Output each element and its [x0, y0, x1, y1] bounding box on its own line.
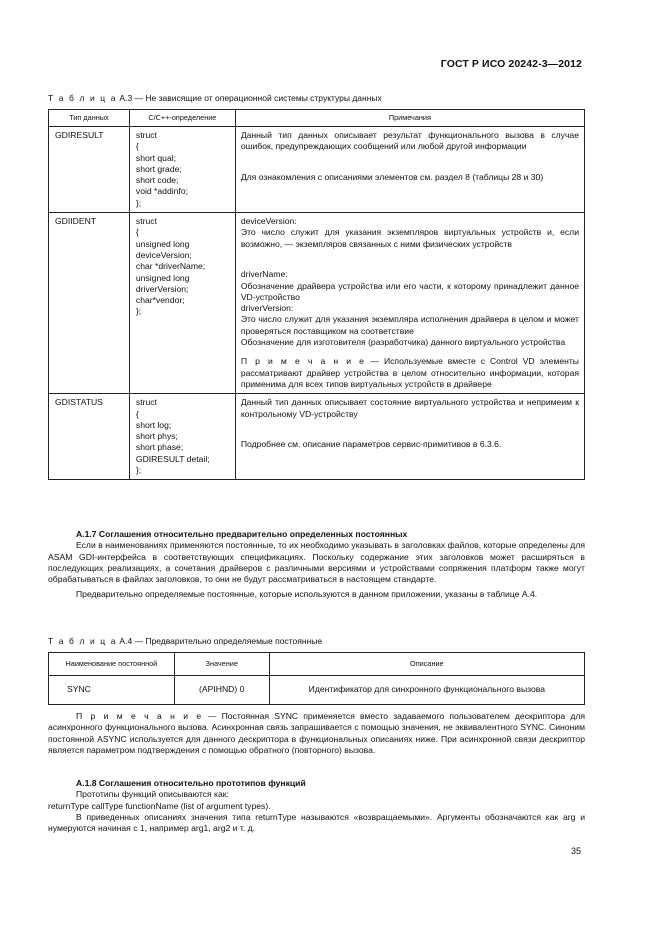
code-line: struct — [135, 130, 157, 140]
notes-paragraph: Это число служит для указания экземпляров виртуальных устройств и, если возможно, — экземпляров связанных с ними физических устройств — [240, 227, 579, 249]
section-a18 — [48, 778, 585, 834]
notes-field-name: deviceVersion: — [240, 216, 297, 227]
section-a17 — [48, 529, 585, 601]
code-line: deviceVersion; — [135, 249, 192, 260]
code-line: { — [135, 141, 139, 152]
table-a3-caption — [48, 93, 382, 103]
notes-paragraph: Это число служит для указания экземпляра исполнения драйвера в целом и может проверяться поставщиком на соответствие — [240, 314, 579, 336]
paragraph: Прототипы функций описываются как: — [76, 789, 229, 800]
table-a4-caption-text: А.4 — Предварительно определяемые постоянные — [117, 636, 323, 646]
code-line: short phase; — [135, 442, 184, 453]
paragraph: В приведенных описаниях значения типа returnType называются «возвращаемыми». Аргументы обозначаются как arg и нумеруются начиная с 1, например arg1, arg2 и т. д. — [48, 811, 585, 834]
column-header-type: Тип данных — [49, 110, 130, 127]
table-a3-caption-label: Т а б л и ц а — [48, 93, 118, 103]
type-cell: GDIIDENT — [49, 213, 130, 394]
code-line: driverVersion; — [135, 283, 189, 294]
notes-paragraph: Обозначение драйвера устройства или его части, к которому принадлежит данное VD-устройство — [240, 280, 579, 302]
code-line: short qual; — [135, 152, 177, 163]
standard-designation: ГОСТ Р ИСО 20242-3—2012 — [440, 58, 582, 70]
column-header-constant-name: Наименование постоянной — [49, 653, 175, 676]
table-note — [241, 356, 579, 390]
paragraph: returnType callType functionName (list of argument types). — [48, 800, 271, 811]
table-header-row — [49, 653, 585, 676]
code-line: { — [135, 227, 139, 238]
notes-field-name: driverName: — [240, 269, 288, 280]
code-line: unsigned long — [135, 272, 190, 283]
column-header-definition: C/C++-определение — [129, 110, 235, 127]
code-line: struct — [135, 397, 157, 408]
note-text: — Используемые вместе с Control VD элементы рассматривают драйвер устройства в целом относительно информации, которая применима для всех типов виртуальных устройств в драйвере — [240, 356, 579, 389]
constant-description-cell: Идентификатор для синхронного функционального вызова — [269, 676, 584, 705]
note-label: П р и м е ч а н и е — [240, 356, 366, 367]
type-cell: GDIRESULT — [49, 127, 130, 213]
note-after-table-a4 — [48, 711, 585, 756]
section-heading: А.1.7 Соглашения относительно предварительно определенных постоянных — [76, 529, 408, 539]
notes-cell — [235, 394, 584, 480]
code-line: }; — [135, 306, 142, 317]
notes-field-name: driverVersion: — [240, 303, 294, 314]
code-line: void *addinfo; — [135, 186, 188, 197]
paragraph: Если в наименованиях применяются постоянные, то их необходимо указывать в заголовках файлов, которые определены для ASAM GDI-интерфейса в соответствующих спецификациях. Поскольку содержание этих заголовков может расширяться в последующих реализациях, а сочетания драйверов с различными версиями и устройствами сопряжения платформ также могут обрабатываться в файлах заголовков, то они не будут рассматриваться в настоящем стандарте. — [48, 540, 585, 585]
code-line: { — [135, 408, 139, 419]
code-line: short grade; — [135, 163, 182, 174]
table-a3 — [48, 109, 585, 480]
table-a3-caption-text: А.3 — Не зависящие от операционной системы структуры данных — [117, 93, 382, 103]
code-line: short code; — [135, 175, 179, 186]
code-line: }; — [135, 465, 142, 476]
notes-paragraph: Обозначение для изготовителя (разработчика) данного виртуального устройства — [240, 337, 566, 348]
section-heading: А.1.8 Соглашения относительно прототипов функций — [76, 778, 306, 788]
notes-paragraph: Данный тип данных описывает результат функционального вызова в случае ошибок, предупреждающих сообщений или любой другой информации — [240, 130, 579, 152]
code-line: char *driverName; — [135, 261, 206, 272]
code-line: GDIRESULT detail; — [135, 453, 210, 464]
page-number: 35 — [570, 846, 581, 856]
constant-value-cell: (APIHND) 0 — [174, 676, 269, 705]
paragraph: Предварительно определяемые постоянные, которые используются в данном приложении, указаны в таблице А.4. — [76, 589, 538, 600]
table-row — [49, 394, 585, 480]
notes-cell — [235, 213, 584, 394]
table-header-row — [49, 110, 585, 127]
definition-cell — [129, 127, 235, 213]
notes-cell — [235, 127, 584, 213]
notes-paragraph: Подробнее см. описание параметров сервис-примитивов в 6.3.6. — [240, 439, 502, 450]
table-row — [49, 213, 585, 394]
code-line: short phys; — [135, 431, 178, 442]
column-header-value: Значение — [174, 653, 269, 676]
code-line: struct — [135, 216, 157, 227]
notes-paragraph: Данный тип данных описывает состояние виртуального устройства и непримеим к контрольному VD-устройству — [240, 397, 579, 419]
note-text: — Постоянная SYNC применяется вместо задаваемого пользователем дескриптора для асинхронного функционального вызова. Асинхронная связь запрашивается с помощью значения, не эквивалентного SYNC. Синоним постоянной ASYNC используется для данного дескриптора в функциональных описаниях ниже. При асинхронной связи дескриптор является параметром подтверждения с помощью обратного (повторного) вызова. — [48, 711, 586, 755]
notes-paragraph: Для ознакомления с описаниями элементов см. раздел 8 (таблицы 28 и 30) — [240, 171, 544, 182]
definition-cell — [129, 394, 235, 480]
table-a4 — [48, 652, 585, 705]
column-header-description: Описание — [269, 653, 584, 676]
definition-cell — [129, 213, 235, 394]
constant-name-cell: SYNC — [49, 676, 175, 705]
table-a4-caption-label: Т а б л и ц а — [48, 636, 118, 646]
code-line: char*vendor; — [135, 295, 185, 306]
table-row — [49, 127, 585, 213]
note-label: П р и м е ч а н и е — [76, 711, 203, 721]
code-line: }; — [135, 197, 142, 208]
type-cell: GDISTATUS — [49, 394, 130, 480]
code-line: unsigned long — [135, 238, 190, 249]
code-line: short log; — [135, 419, 172, 430]
table-row — [49, 676, 585, 705]
table-a4-caption — [48, 636, 322, 646]
column-header-notes: Примечания — [235, 110, 584, 127]
